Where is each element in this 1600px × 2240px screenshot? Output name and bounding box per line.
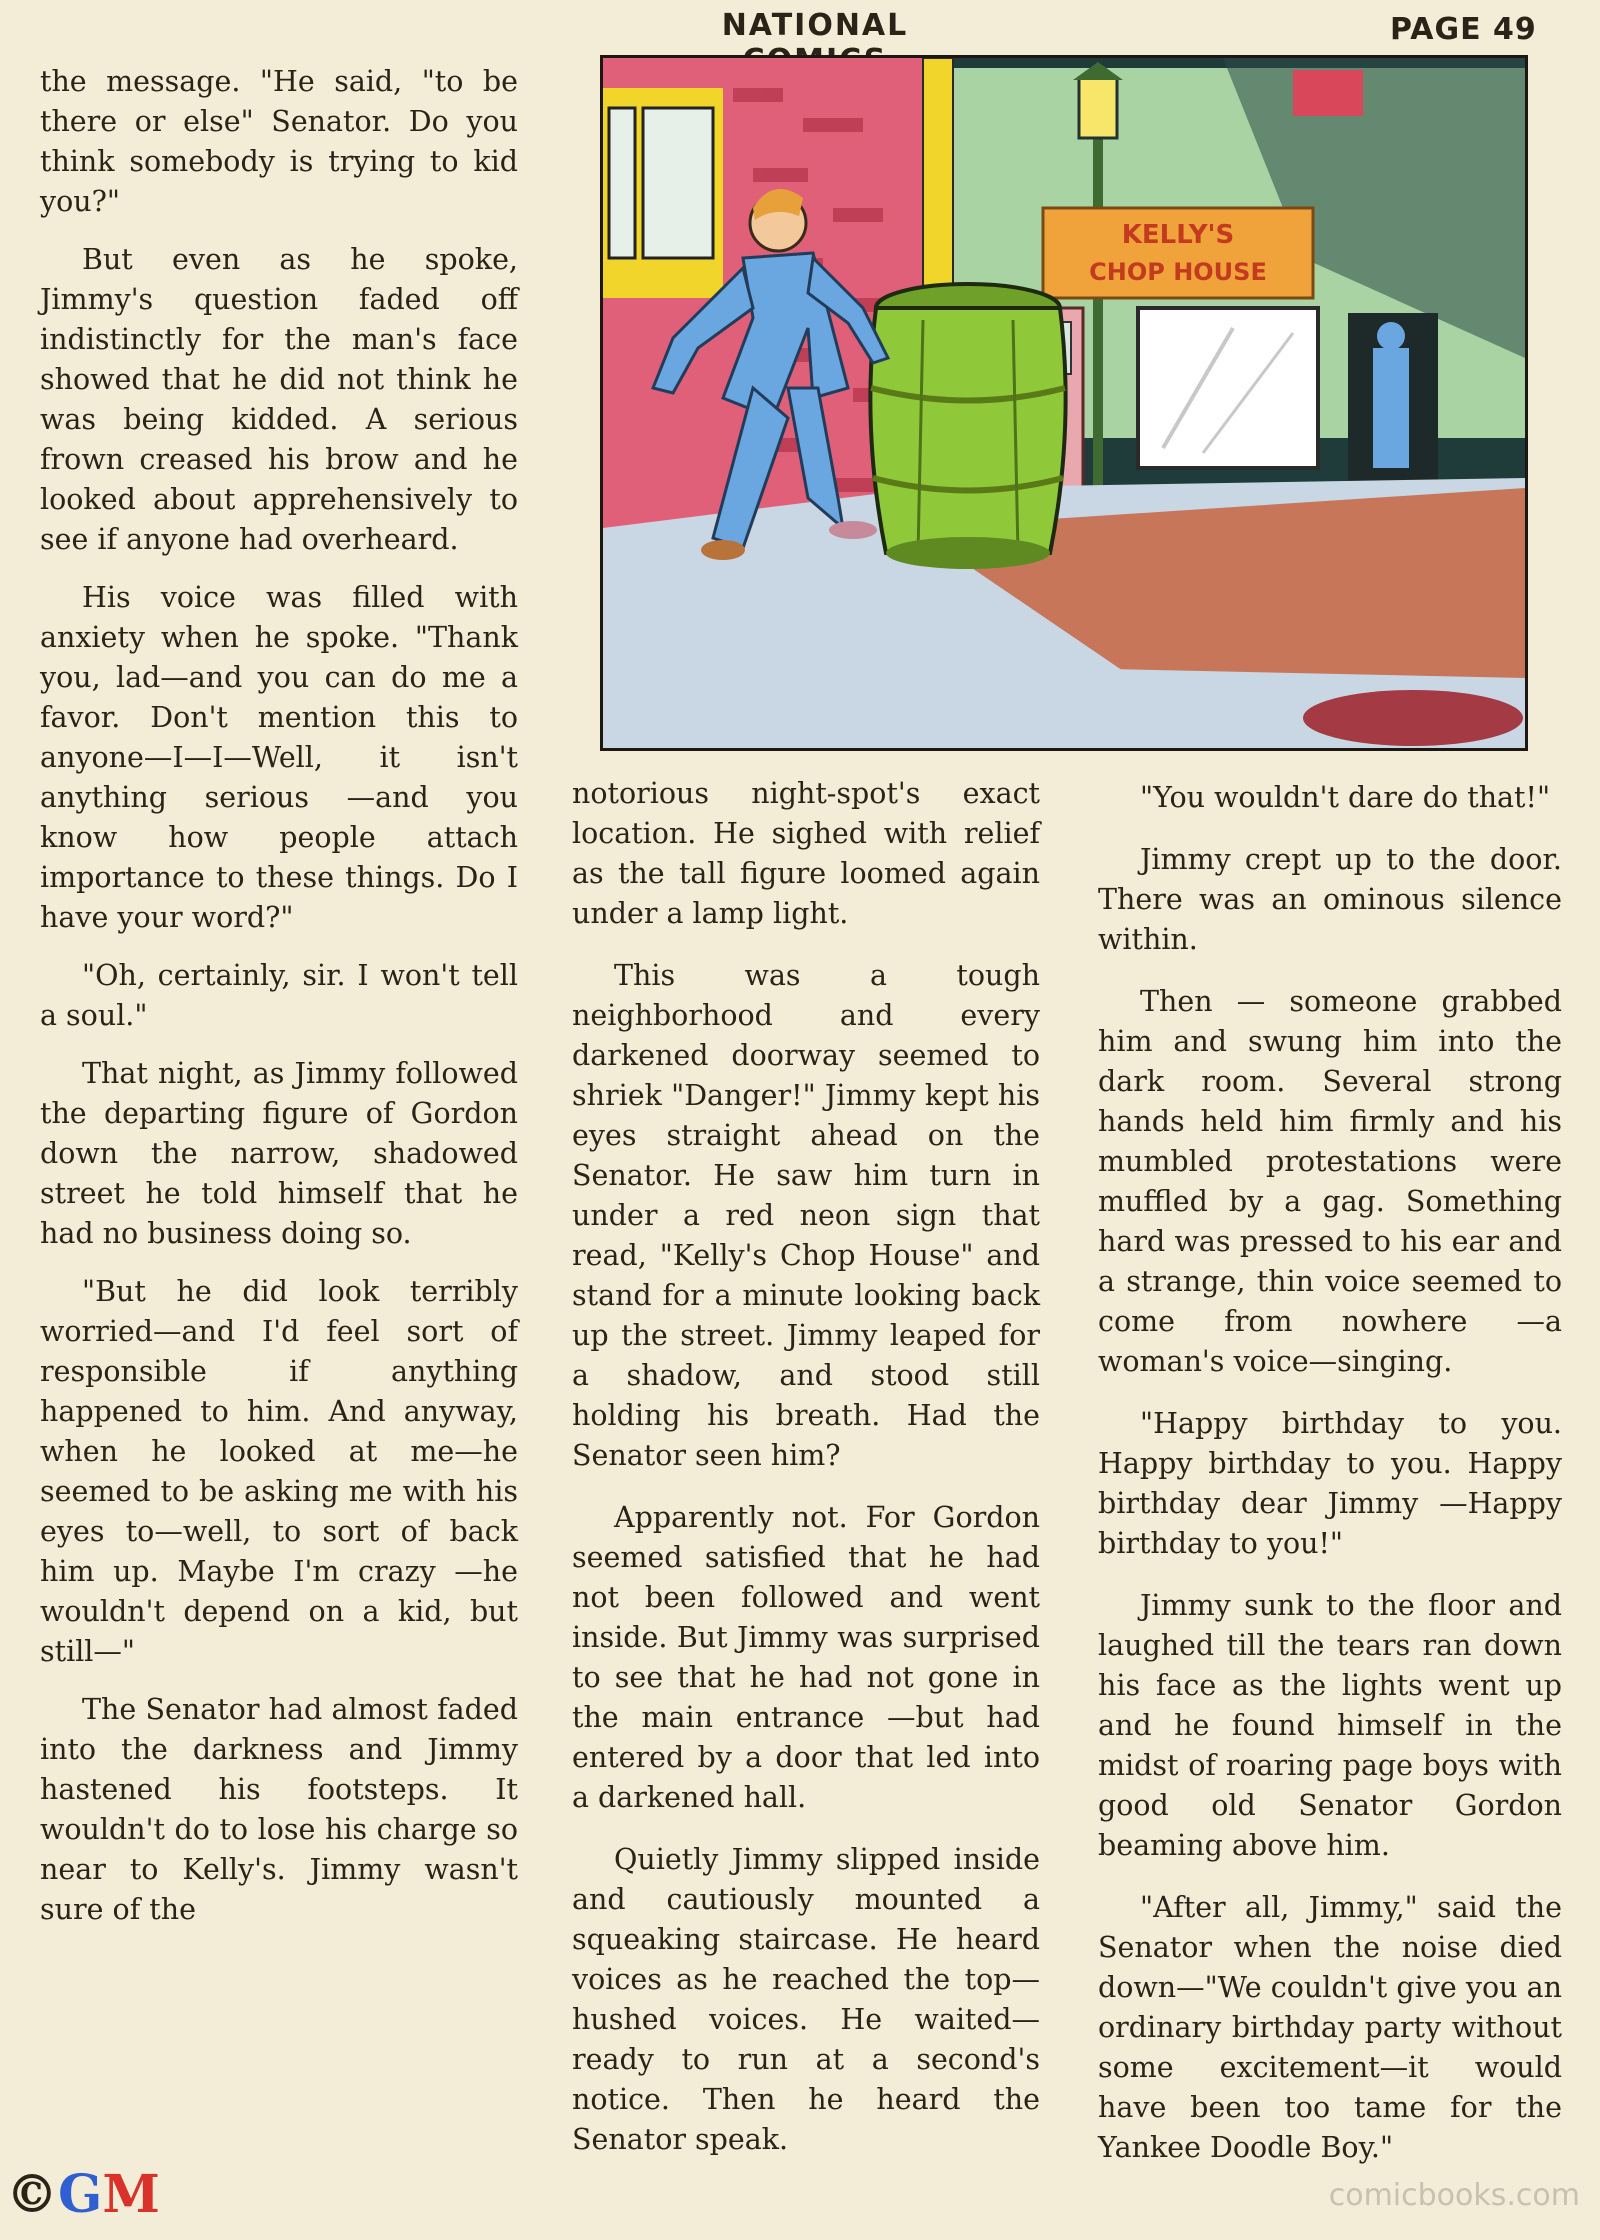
text-column-3 [1098, 778, 1562, 2190]
gm-copyright-logo [6, 2160, 216, 2230]
paragraph: notorious night-spot's exact location. He sighed with relief as the tall figure loomed again under a lamp light. [572, 777, 1040, 930]
text-column-1 [40, 62, 518, 1948]
street-scene-illustration [603, 58, 1525, 748]
paragraph: But even as he spoke, Jimmy's question faded off indistinctly for the man's face showed that he did not think he was being kidded. A serious frown creased his brow and he looked about apprehensively to see if anyone had overheard. [40, 243, 518, 556]
logo-mark: ©GM [6, 2164, 160, 2225]
barrel [870, 284, 1065, 569]
senator-figure [1373, 348, 1409, 468]
magazine-title: NATIONAL [721, 8, 909, 43]
text-column-2 [572, 774, 1040, 2182]
paragraph: "But he did look terribly worried—and I'd feel sort of responsible if anything happened to him. And anyway, when he looked at me—he seemed to be asking me with his eyes to—well, to sort of back him up. Maybe I'm crazy —he wouldn't depend on a kid, but still—" [40, 1275, 518, 1668]
paragraph: His voice was filled with anxiety when he spoke. "Thank you, lad—and you can do me a favor. Don't mention this to anyone—I—I—Well, it isn't anything serious —and you know how people attach importance to these things. Do I have your word?" [40, 581, 518, 934]
paragraph: "Oh, certainly, sir. I won't tell a soul." [40, 959, 518, 1032]
site-watermark: comicbooks.com [1328, 2178, 1580, 2213]
paragraph: This was a tough neighborhood and every darkened doorway seemed to shriek "Danger!" Jimmy kept his eyes straight ahead on the Senator. He saw him turn in under a red neon sign that read, "Kelly's Chop House" and stand for a minute looking back up the street. Jimmy leaped for a shadow, and stood still holding his breath. Had the Senator seen him? [572, 959, 1040, 1472]
sign-text-line2: CHOP HOUSE [1089, 258, 1267, 286]
page-number: PAGE 49 [1390, 12, 1537, 47]
paragraph: Apparently not. For Gordon seemed satisfied that he had not been followed and went inside. But Jimmy was surprised to see that he had not gone in the main entrance —but had entered by a door that led into a darkened hall. [572, 1501, 1040, 1814]
paragraph: Then — someone grabbed him and swung him into the dark room. Several strong hands held him firmly and his mumbled protestations were muffled by a gag. Something hard was pressed to his ear and a strange, thin voice seemed to come from nowhere —a woman's voice—singing. [1098, 985, 1562, 1378]
paragraph: "After all, Jimmy," said the Senator when the noise died down—"We couldn't give you an ordinary birthday party without some excitement—it would have been too tame for the Yankee Doodle Boy." [1098, 1891, 1562, 2164]
paragraph: Quietly Jimmy slipped inside and cautiously mounted a squeaking staircase. He heard voices as he reached the top—hushed voices. He waited—ready to run at a second's notice. Then he heard the Senator speak. [572, 1843, 1040, 2156]
paragraph: That night, as Jimmy followed the departing figure of Gordon down the narrow, shadowed street he told himself that he had no business doing so. [40, 1057, 518, 1250]
paragraph: "Happy birthday to you. Happy birthday to you. Happy birthday dear Jimmy —Happy birthday to you!" [1098, 1407, 1562, 1560]
comic-illustration-panel [600, 55, 1528, 751]
paragraph: Jimmy sunk to the floor and laughed till the tears ran down his face as the lights went up and he found himself in the midst of roaring page boys with good old Senator Gordon beaming above him. [1098, 1589, 1562, 1862]
sign-text-line1: KELLY'S [1121, 220, 1235, 250]
paragraph: the message. "He said, "to be there or else" Senator. Do you think somebody is trying to kid you?" [40, 65, 518, 218]
paragraph: "You wouldn't dare do that!" [1140, 781, 1551, 814]
paragraph: The Senator had almost faded into the darkness and Jimmy hastened his footsteps. It wouldn't do to lose his charge so near to Kelly's. Jimmy wasn't sure of the [40, 1693, 518, 1926]
paragraph: Jimmy crept up to the door. There was an ominous silence within. [1098, 843, 1562, 956]
